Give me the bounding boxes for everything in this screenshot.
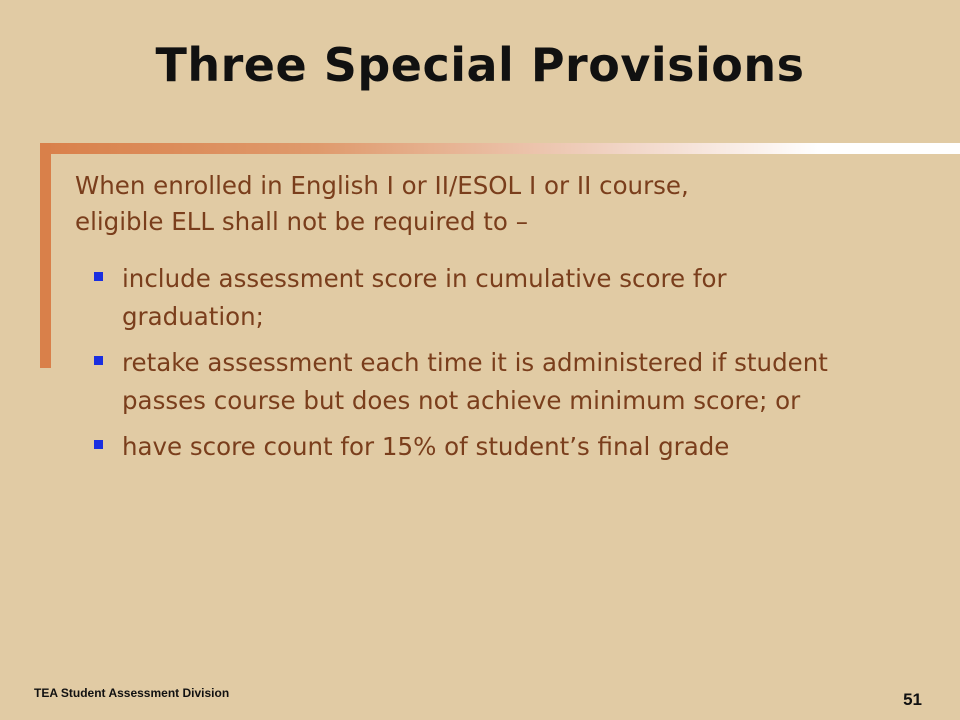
bullet-item xyxy=(92,260,852,336)
accent-bar-top xyxy=(40,143,960,154)
square-bullet-icon xyxy=(94,440,103,449)
intro-line-2: eligible ELL shall not be required to – xyxy=(75,207,528,236)
bullet-item xyxy=(92,344,852,420)
slide-title: Three Special Provisions xyxy=(155,38,805,92)
intro-line-1: When enrolled in English I or II/ESOL I or II course, xyxy=(75,171,689,200)
accent-bar-left xyxy=(40,143,51,368)
bullet-text: include assessment score in cumulative score for graduation; xyxy=(122,264,727,331)
footer-text: TEA Student Assessment Division xyxy=(34,686,230,700)
bullet-item xyxy=(92,428,852,466)
page-number: 51 xyxy=(903,690,922,709)
bullet-text: retake assessment each time it is administered if student passes course but does not achieve minimum score; or xyxy=(122,348,828,415)
intro-text xyxy=(75,168,895,240)
bullet-text: have score count for 15% of student’s final grade xyxy=(122,432,730,461)
square-bullet-icon xyxy=(94,272,103,281)
bullet-list xyxy=(92,260,852,474)
square-bullet-icon xyxy=(94,356,103,365)
